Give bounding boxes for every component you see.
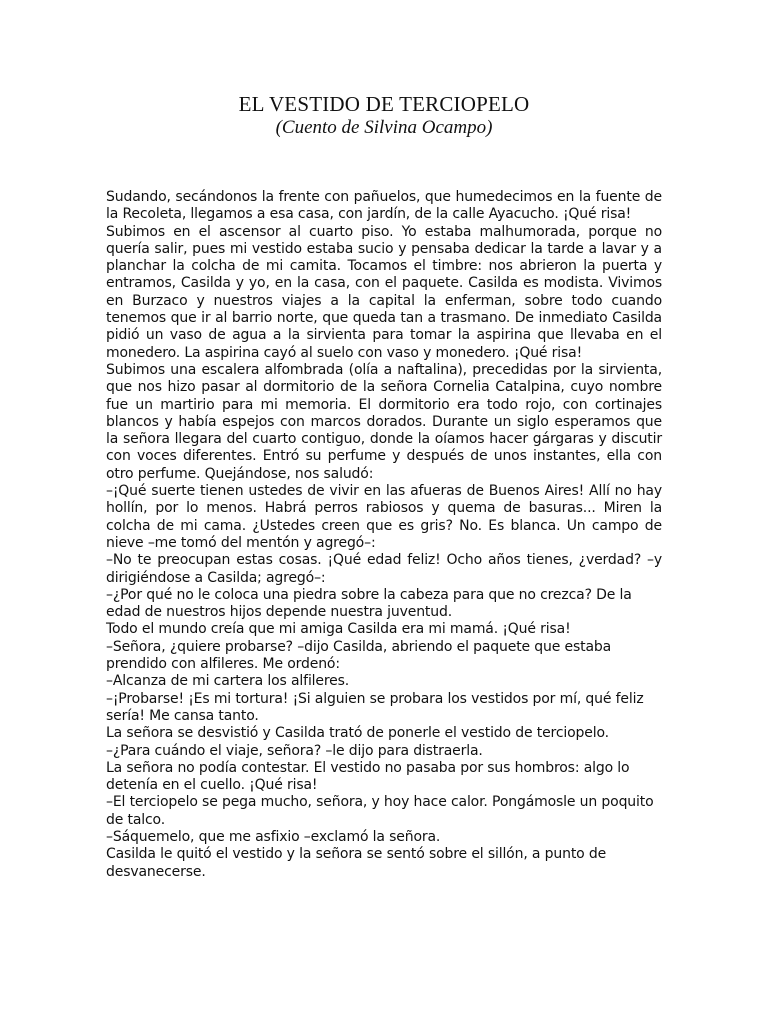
paragraph: Todo el mundo creía que mi amiga Casilda era mi mamá. ¡Qué risa! [106, 621, 571, 638]
paragraph: La señora se desvistió y Casilda trató de ponerle el vestido de terciopelo. [106, 725, 609, 742]
paragraph: –Alcanza de mi cartera los alfileres. [106, 673, 350, 690]
paragraph: –No te preocupan estas cosas. ¡Qué edad feliz! Ocho años tienes, ¿verdad? –y dirigiéndose a Casilda; agregó–: [106, 552, 662, 586]
paragraph: Casilda le quitó el vestido y la señora se sentó sobre el sillón, a punto de desvanecerse. [106, 846, 607, 880]
paragraph: Subimos una escalera alfombrada (olía a naftalina), precedidas por la sirvienta, que nos hizo pasar al dormitorio de la señora Cornelia Catalpina, cuyo nombre fue un martirio para mi memoria. El dormitorio era todo rojo, con cortinajes blancos y había espejos con marcos dorados. Durante un siglo esperamos que la señora llegara del cuarto contiguo, donde la oíamos hacer gárgaras y discutir con voces diferentes. Entró su perfume y después de unos instantes, ella con otro perfume. Quejándose, nos saludó: [106, 361, 662, 482]
title-block [0, 92, 768, 140]
story-body [106, 189, 662, 881]
paragraph: –¡Qué suerte tienen ustedes de vivir en las afueras de Buenos Aires! Allí no hay hollín, por lo menos. Habrá perros rabiosos y quema de basuras... Miren la colcha de mi cama. ¿Ustedes creen que es gris? No. Es blanca. Un campo de nieve –me tomó del mentón y agregó–: [106, 483, 662, 551]
paragraph: –¿Para cuándo el viaje, señora? –le dijo para distraerla. [106, 742, 483, 759]
paragraph: –Sáquemelo, que me asfixio –exclamó la señora. [106, 828, 441, 845]
paragraph: –¿Por qué no le coloca una piedra sobre la cabeza para que no crezca? De la edad de nuestros hijos depende nuestra juventud. [106, 586, 632, 621]
paragraph: –¡Probarse! ¡Es mi tortura! ¡Si alguien se probara los vestidos por mí, qué feliz sería! Me cansa tanto. [106, 690, 644, 724]
paragraph: Subimos en el ascensor al cuarto piso. Yo estaba malhumorada, porque no quería salir, pues mi vestido estaba sucio y pensaba dedicar la tarde a lavar y a planchar la colcha de mi camita. Tocamos el timbre: nos abrieron la puerta y entramos, Casilda y yo, en la casa, con el paquete. Casilda es modista. Vivimos en Burzaco y nuestros viajes a la capital la enferman, sobre todo cuando tenemos que ir al barrio norte, que queda tan a trasmano. De inmediato Casilda pidió un vaso de agua a la sirvienta para tomar la aspirina que llevaba en el monedero. La aspirina cayó al suelo con vaso y monedero. ¡Qué risa! [106, 223, 662, 361]
paragraph: La señora no podía contestar. El vestido no pasaba por sus hombros: algo lo detenía en el cuello. ¡Qué risa! [106, 759, 630, 794]
paragraph: –Señora, ¿quiere probarse? –dijo Casilda, abriendo el paquete que estaba prendido con alfileres. Me ordenó: [106, 638, 612, 673]
paragraph: –El terciopelo se pega mucho, señora, y hoy hace calor. Pongámosle un poquito de talco. [106, 794, 654, 828]
story-title: EL VESTIDO DE TERCIOPELO [238, 92, 530, 116]
paragraph: Sudando, secándonos la frente con pañuelos, que humedecimos en la fuente de la Recoleta, llegamos a esa casa, con jardín, de la calle Ayacucho. ¡Qué risa! [106, 189, 662, 223]
story-subtitle: (Cuento de Silvina Ocampo) [275, 117, 493, 138]
